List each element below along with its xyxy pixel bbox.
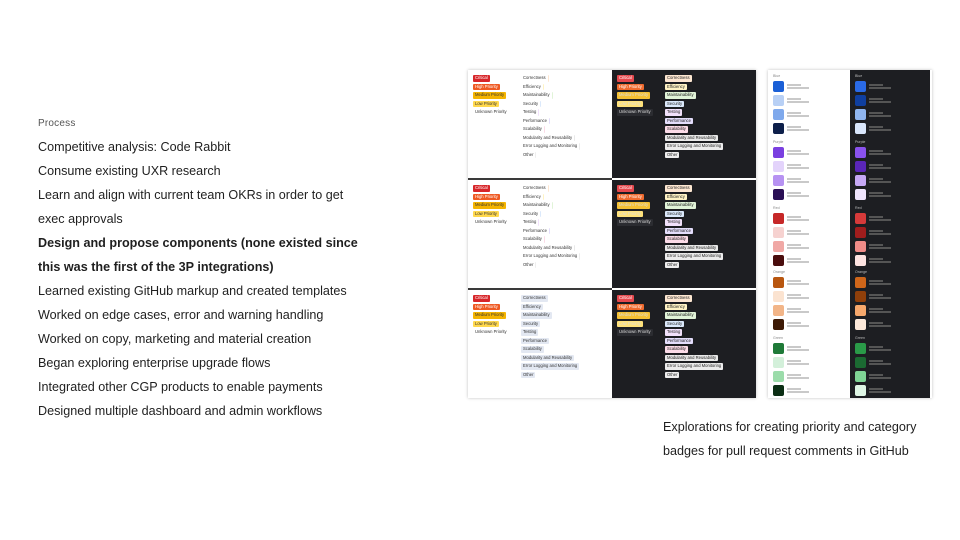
color-swatch	[773, 213, 784, 224]
swatch-caption-lines	[787, 177, 809, 185]
color-swatch	[855, 371, 866, 382]
palette-group-name: Blue	[773, 74, 781, 78]
category-badge: Other	[521, 152, 536, 159]
category-badge: Performance	[521, 228, 550, 235]
swatch-row	[855, 213, 891, 224]
process-item: Integrated other CGP products to enable payments	[38, 380, 323, 394]
category-badge: Correctness	[523, 295, 546, 300]
category-badge: Error Logging and Monitoring	[667, 143, 722, 148]
swatch-caption-lines	[869, 243, 891, 251]
category-badge: Modularity and Reusability	[521, 245, 575, 252]
swatch-row	[773, 343, 809, 354]
swatch-row	[773, 305, 809, 316]
swatch-row	[855, 277, 891, 288]
color-swatch	[773, 161, 784, 172]
swatch-row	[855, 109, 891, 120]
badge-mockup-dark	[612, 180, 756, 288]
priority-badge: Medium Priority	[619, 202, 649, 207]
swatch-row	[855, 81, 891, 92]
category-badge: Modularity and Reusability	[667, 134, 717, 140]
priority-badge: Medium Priority	[475, 202, 505, 207]
color-swatch	[773, 109, 784, 120]
palette-group	[773, 270, 809, 333]
category-badge: Performance	[667, 227, 691, 233]
swatch-caption-lines	[787, 83, 809, 91]
caption-line: badges for pull request comments in GitHub	[663, 444, 909, 458]
priority-badge: Low Priority	[619, 320, 641, 326]
swatch-row	[773, 319, 809, 330]
swatch-caption-lines	[869, 359, 891, 367]
swatch-row	[855, 357, 891, 368]
category-badge: Correctness	[667, 75, 690, 80]
category-badge: Scalability	[521, 126, 545, 133]
swatch-row	[773, 277, 809, 288]
priority-badge: High Priority	[475, 83, 498, 89]
badge-mockup-image	[468, 70, 756, 398]
category-badge: Performance	[667, 117, 691, 123]
palette-light-column	[768, 70, 848, 398]
swatch-caption-lines	[869, 293, 891, 301]
palette-group	[855, 336, 891, 399]
process-label: Process	[38, 118, 76, 129]
swatch-row	[773, 95, 809, 106]
swatch-row	[773, 161, 809, 172]
color-swatch	[855, 213, 866, 224]
swatch-row	[855, 343, 891, 354]
swatch-caption-lines	[869, 229, 891, 237]
priority-badge: Low Priority	[619, 100, 641, 106]
swatch-row	[773, 385, 809, 396]
color-swatch	[773, 371, 784, 382]
category-badge: Error Logging and Monitoring	[523, 363, 578, 368]
palette-group-name: Blue	[855, 74, 863, 78]
palette-group-name: Green	[773, 336, 783, 340]
priority-badge: Low Priority	[475, 320, 497, 326]
swatch-row	[773, 213, 809, 224]
process-item: Consume existing UXR research	[38, 164, 221, 178]
swatch-row	[855, 319, 891, 330]
category-badge: Modularity and Reusability	[667, 354, 717, 360]
badge-mockup-light	[468, 180, 612, 288]
palette-group-name: Red	[773, 206, 780, 210]
category-badge: Maintainability	[521, 92, 553, 99]
process-item-highlight: Design and propose components (none existed since	[38, 236, 358, 250]
palette-group	[773, 74, 809, 137]
color-swatch	[855, 81, 866, 92]
swatch-row	[773, 255, 809, 266]
swatch-caption-lines	[787, 163, 809, 171]
color-swatch	[855, 255, 866, 266]
priority-badge: Critical	[475, 185, 488, 190]
category-badge: Scalability	[667, 126, 686, 131]
color-swatch	[773, 357, 784, 368]
category-badge: Other	[523, 371, 534, 377]
color-swatch	[855, 147, 866, 158]
category-badge: Testing	[667, 219, 681, 224]
color-swatch	[773, 147, 784, 158]
priority-badge: High Priority	[619, 303, 642, 309]
category-badge: Testing	[667, 329, 681, 334]
swatch-caption-lines	[787, 279, 809, 287]
swatch-row	[855, 95, 891, 106]
category-badge: Correctness	[521, 75, 549, 82]
category-badge: Efficiency	[667, 83, 685, 89]
swatch-caption-lines	[787, 321, 809, 329]
swatch-caption-lines	[869, 163, 891, 171]
process-list	[38, 135, 418, 423]
swatch-caption-lines	[787, 257, 809, 265]
category-badge: Security	[667, 320, 683, 326]
swatch-caption-lines	[787, 149, 809, 157]
swatch-caption-lines	[869, 321, 891, 329]
palette-group	[855, 206, 891, 269]
swatch-caption-lines	[787, 125, 809, 133]
palette-dark-column	[850, 70, 930, 398]
category-badge: Testing	[521, 109, 539, 116]
priority-badge: Unknown Priority	[619, 329, 651, 334]
swatch-caption-lines	[869, 215, 891, 223]
color-swatch	[855, 319, 866, 330]
swatch-row	[773, 109, 809, 120]
category-badge: Correctness	[667, 185, 690, 190]
swatch-row	[855, 175, 891, 186]
category-badge: Modularity and Reusability	[521, 135, 575, 142]
process-item: Designed multiple dashboard and admin workflows	[38, 404, 323, 418]
swatch-row	[855, 385, 891, 396]
swatch-caption-lines	[787, 359, 809, 367]
swatch-row	[773, 189, 809, 200]
palette-group-name: Orange	[773, 270, 785, 274]
color-swatch	[773, 189, 784, 200]
color-swatch	[773, 319, 784, 330]
palette-group-name: Red	[855, 206, 862, 210]
priority-badge: Critical	[619, 185, 632, 190]
priority-badge: Low Priority	[619, 210, 641, 216]
color-swatch	[773, 241, 784, 252]
badge-mockup-light	[468, 70, 612, 178]
category-badge: Other	[667, 151, 678, 157]
palette-group	[773, 206, 809, 269]
swatch-caption-lines	[869, 257, 891, 265]
color-palette-image	[768, 70, 932, 398]
swatch-caption-lines	[787, 307, 809, 315]
category-badge: Other	[667, 371, 678, 377]
swatch-row	[773, 147, 809, 158]
color-swatch	[855, 357, 866, 368]
swatch-caption-lines	[787, 229, 809, 237]
process-item: exec approvals	[38, 212, 123, 226]
swatch-caption-lines	[869, 177, 891, 185]
category-badge: Testing	[523, 329, 537, 334]
process-item: Worked on copy, marketing and material creation	[38, 332, 312, 346]
swatch-caption-lines	[869, 387, 891, 395]
process-item: Learned existing GitHub markup and created templates	[38, 284, 347, 298]
priority-badge: High Priority	[475, 303, 498, 309]
color-swatch	[773, 343, 784, 354]
priority-badge: Low Priority	[475, 210, 497, 216]
color-swatch	[855, 291, 866, 302]
swatch-caption-lines	[869, 279, 891, 287]
color-swatch	[773, 81, 784, 92]
color-swatch	[773, 277, 784, 288]
category-badge: Efficiency	[667, 303, 685, 309]
palette-group-name: Green	[855, 336, 865, 340]
swatch-caption-lines	[787, 293, 809, 301]
process-item: Worked on edge cases, error and warning handling	[38, 308, 324, 322]
color-swatch	[773, 305, 784, 316]
color-swatch	[855, 161, 866, 172]
swatch-row	[855, 371, 891, 382]
swatch-caption-lines	[787, 243, 809, 251]
swatch-row	[855, 305, 891, 316]
swatch-row	[773, 357, 809, 368]
category-badge: Modularity and Reusability	[667, 244, 717, 250]
category-badge: Testing	[667, 109, 681, 114]
category-badge: Security	[523, 320, 539, 326]
swatch-caption-lines	[787, 387, 809, 395]
swatch-caption-lines	[869, 373, 891, 381]
priority-badge: Medium Priority	[619, 92, 649, 97]
swatch-caption-lines	[869, 191, 891, 199]
category-badge: Performance	[521, 118, 550, 125]
swatch-caption-lines	[869, 307, 891, 315]
swatch-caption-lines	[869, 149, 891, 157]
palette-group-name: Purple	[855, 140, 866, 144]
swatch-row	[773, 241, 809, 252]
category-badge: Maintainability	[667, 92, 694, 97]
swatch-row	[773, 123, 809, 134]
swatch-caption-lines	[869, 111, 891, 119]
priority-badge: Critical	[619, 75, 632, 80]
color-swatch	[773, 95, 784, 106]
category-badge: Efficiency	[521, 194, 544, 201]
priority-badge: High Priority	[619, 193, 642, 199]
priority-badge: Critical	[475, 75, 488, 80]
category-badge: Other	[521, 262, 536, 269]
color-swatch	[855, 343, 866, 354]
swatch-caption-lines	[787, 97, 809, 105]
swatch-row	[855, 291, 891, 302]
category-badge: Security	[667, 100, 683, 106]
priority-badge: Unknown Priority	[619, 109, 651, 114]
swatch-row	[855, 227, 891, 238]
color-swatch	[855, 277, 866, 288]
category-badge: Efficiency	[667, 193, 685, 199]
color-swatch	[855, 175, 866, 186]
swatch-row	[773, 371, 809, 382]
swatch-caption-lines	[869, 97, 891, 105]
palette-group	[773, 140, 809, 203]
priority-badge: Low Priority	[475, 100, 497, 106]
color-swatch	[855, 123, 866, 134]
swatch-caption-lines	[787, 111, 809, 119]
category-badge: Maintainability	[521, 202, 553, 209]
swatch-row	[773, 175, 809, 186]
category-badge: Scalability	[667, 346, 686, 351]
caption-line: Explorations for creating priority and category	[663, 420, 917, 434]
swatch-caption-lines	[787, 215, 809, 223]
color-swatch	[773, 291, 784, 302]
swatch-row	[855, 241, 891, 252]
swatch-caption-lines	[787, 345, 809, 353]
swatch-caption-lines	[787, 373, 809, 381]
priority-badge: Critical	[619, 295, 632, 300]
category-badge: Performance	[667, 337, 691, 343]
priority-badge: High Priority	[475, 193, 498, 199]
color-swatch	[773, 255, 784, 266]
category-badge: Efficiency	[523, 303, 541, 309]
priority-badge: Unknown Priority	[475, 329, 507, 334]
color-swatch	[855, 385, 866, 396]
process-item: Began exploring enterprise upgrade flows	[38, 356, 271, 370]
category-badge: Error Logging and Monitoring	[667, 363, 722, 368]
category-badge: Error Logging and Monitoring	[667, 253, 722, 258]
category-badge: Security	[521, 211, 541, 218]
category-badge: Modularity and Reusability	[523, 354, 573, 360]
color-swatch	[773, 227, 784, 238]
category-badge: Correctness	[521, 185, 549, 192]
category-badge: Security	[667, 210, 683, 216]
palette-group	[855, 140, 891, 203]
category-badge: Performance	[523, 337, 547, 343]
swatch-row	[855, 147, 891, 158]
color-swatch	[773, 123, 784, 134]
category-badge: Other	[667, 261, 678, 267]
color-swatch	[855, 95, 866, 106]
swatch-caption-lines	[869, 345, 891, 353]
category-badge: Efficiency	[521, 84, 544, 91]
color-swatch	[773, 175, 784, 186]
category-badge: Correctness	[667, 295, 690, 300]
palette-group-name: Orange	[855, 270, 867, 274]
color-swatch	[855, 109, 866, 120]
category-badge: Maintainability	[523, 312, 550, 317]
category-badge: Scalability	[667, 236, 686, 241]
category-badge: Testing	[521, 219, 539, 226]
swatch-row	[773, 227, 809, 238]
priority-badge: High Priority	[619, 83, 642, 89]
color-swatch	[855, 189, 866, 200]
color-swatch	[855, 241, 866, 252]
category-badge: Scalability	[523, 346, 542, 351]
process-item: Learn and align with current team OKRs in order to get	[38, 188, 344, 202]
process-section	[38, 118, 418, 423]
priority-badge: Unknown Priority	[619, 219, 651, 224]
category-badge: Error Logging and Monitoring	[521, 143, 580, 150]
palette-group	[855, 270, 891, 333]
badge-mockup-dark	[612, 290, 756, 398]
priority-badge: Medium Priority	[475, 312, 505, 317]
process-item: Competitive analysis: Code Rabbit	[38, 140, 231, 154]
swatch-row	[855, 161, 891, 172]
category-badge: Maintainability	[667, 312, 694, 317]
process-item-highlight: this was the first of the 3P integrations)	[38, 260, 274, 274]
palette-group	[855, 74, 891, 137]
category-badge: Scalability	[521, 236, 545, 243]
swatch-caption-lines	[787, 191, 809, 199]
swatch-caption-lines	[869, 83, 891, 91]
image-caption	[663, 415, 953, 463]
swatch-row	[855, 255, 891, 266]
priority-badge: Unknown Priority	[475, 109, 507, 114]
priority-badge: Unknown Priority	[475, 219, 507, 224]
swatch-row	[773, 291, 809, 302]
category-badge: Error Logging and Monitoring	[521, 253, 580, 260]
color-swatch	[855, 227, 866, 238]
swatch-row	[773, 81, 809, 92]
badge-mockup-dark	[612, 70, 756, 178]
swatch-row	[855, 123, 891, 134]
badge-mockup-light	[468, 290, 612, 398]
category-badge: Maintainability	[667, 202, 694, 207]
palette-group-name: Purple	[773, 140, 784, 144]
category-badge: Security	[521, 101, 541, 108]
swatch-caption-lines	[869, 125, 891, 133]
palette-group	[773, 336, 809, 399]
priority-badge: Medium Priority	[619, 312, 649, 317]
swatch-row	[855, 189, 891, 200]
color-swatch	[773, 385, 784, 396]
priority-badge: Critical	[475, 295, 488, 300]
priority-badge: Medium Priority	[475, 92, 505, 97]
color-swatch	[855, 305, 866, 316]
